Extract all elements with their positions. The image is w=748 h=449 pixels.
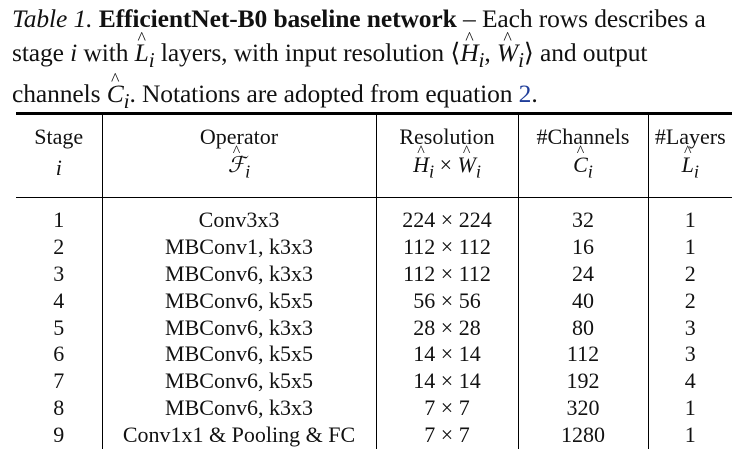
cell-resolution: 56 × 56	[376, 288, 518, 315]
table-row	[16, 261, 732, 288]
cell-stage: 9	[16, 422, 102, 449]
caption-text-1: Each rows describes a stage	[12, 4, 706, 67]
symbol-W-sub: i	[475, 161, 481, 182]
header-resolution: Resolution	[376, 114, 518, 152]
table-row	[16, 395, 732, 422]
caption-math-W: ^ W	[497, 36, 518, 70]
cell-channels: 112	[518, 341, 648, 368]
cell-channels: 40	[518, 288, 648, 315]
cell-resolution: 7 × 7	[376, 395, 518, 422]
cell-channels: 80	[518, 315, 648, 342]
cell-resolution: 224 × 224	[376, 198, 518, 234]
symbol-F-sub: i	[245, 161, 251, 182]
symbol-C: ^ C	[573, 151, 588, 179]
cell-channels: 192	[518, 368, 648, 395]
cell-operator: MBConv6, k3x3	[102, 261, 376, 288]
caption-math-H: ^ H	[460, 36, 478, 70]
caption-math-W-sub: i	[518, 48, 524, 73]
cell-resolution: 14 × 14	[376, 368, 518, 395]
table-row	[16, 422, 732, 449]
cell-layers: 2	[684, 287, 696, 313]
table-row	[16, 288, 732, 315]
header-operator: Operator	[102, 114, 376, 152]
cell-stage: 8	[16, 395, 102, 422]
cell-stage: 2	[16, 234, 102, 261]
cell-stage: 7	[16, 368, 102, 395]
cell-operator: Conv1x1 & Pooling & FC	[102, 422, 376, 449]
caption-math-L: ^ L	[135, 36, 149, 70]
caption-math-C: ^ C	[107, 77, 124, 111]
symbol-C-sub: i	[587, 161, 593, 182]
caption-comma: ,	[484, 38, 497, 67]
caption-dash: –	[456, 4, 482, 33]
cell-layers: 3	[684, 341, 696, 367]
header-resolution-symbol	[376, 151, 518, 198]
caption-text-2: with	[77, 38, 135, 67]
caption-label: Table 1.	[12, 4, 93, 33]
header-channels-symbol	[518, 151, 648, 198]
cell-resolution: 28 × 28	[376, 315, 518, 342]
cell-layers: 1	[684, 234, 696, 260]
cell-operator: MBConv6, k3x3	[102, 315, 376, 342]
caption-math-C-sub: i	[123, 89, 130, 114]
cell-layers: 3	[684, 314, 696, 340]
cell-operator: MBConv6, k5x5	[102, 341, 376, 368]
cell-operator: MBConv6, k5x5	[102, 288, 376, 315]
table-row	[16, 198, 732, 234]
caption-text-5: . Notations are adopted from equation	[129, 79, 519, 109]
caption-text-6: .	[531, 79, 538, 109]
table-body	[16, 198, 732, 449]
table-row	[16, 341, 732, 368]
cell-operator: MBConv1, k3x3	[102, 234, 376, 261]
cell-channels: 32	[518, 198, 648, 234]
symbol-times: ×	[434, 152, 458, 177]
symbol-H-sub: i	[428, 161, 435, 182]
cell-layers: 1	[684, 207, 696, 233]
cell-resolution: 112 × 112	[376, 261, 518, 288]
cell-operator: MBConv6, k3x3	[102, 395, 376, 422]
symbol-i: i	[55, 155, 62, 181]
cell-layers: 1	[684, 394, 696, 420]
symbol-L: ^ L	[682, 151, 694, 179]
cell-operator: Conv3x3	[102, 198, 376, 234]
symbol-F: ^ ℱ	[228, 151, 245, 179]
symbol-W: ^ W	[457, 151, 475, 179]
table-row	[16, 368, 732, 395]
header-channels: #Channels	[518, 114, 648, 152]
cell-stage: 3	[16, 261, 102, 288]
table-row	[16, 315, 732, 342]
cell-stage: 6	[16, 341, 102, 368]
cell-layers: 1	[684, 421, 696, 447]
cell-stage: 5	[16, 315, 102, 342]
caption-math-H-sub: i	[478, 48, 485, 73]
cell-channels: 320	[518, 395, 648, 422]
cell-resolution: 14 × 14	[376, 341, 518, 368]
caption-var-i: i	[70, 38, 78, 67]
table-row	[16, 234, 732, 261]
cell-operator: MBConv6, k5x5	[102, 368, 376, 395]
cell-stage: 4	[16, 288, 102, 315]
cell-stage: 1	[16, 198, 102, 234]
cell-channels: 1280	[518, 422, 648, 449]
caption-text-3: layers, with input resolution ⟨	[154, 38, 461, 67]
table-header	[16, 114, 732, 198]
header-stage: Stage	[16, 114, 102, 152]
header-stage-symbol	[16, 151, 102, 198]
cell-resolution: 7 × 7	[376, 422, 518, 449]
caption-title: EfficientNet-B0 baseline network	[98, 4, 457, 33]
header-layers-symbol	[648, 151, 732, 198]
cell-layers: 4	[684, 368, 696, 394]
symbol-L-sub: i	[693, 161, 699, 182]
caption-math-L-sub: i	[148, 48, 155, 73]
architecture-table	[16, 112, 732, 449]
header-layers: #Layers	[648, 114, 732, 152]
cell-resolution: 112 × 112	[376, 234, 518, 261]
header-operator-symbol	[102, 151, 376, 198]
caption-text-4: ⟩ and output channels	[12, 38, 648, 109]
cell-channels: 24	[518, 261, 648, 288]
table-caption	[12, 2, 742, 118]
cell-layers: 2	[684, 260, 696, 286]
equation-link[interactable]: 2	[518, 79, 532, 109]
symbol-H: ^ H	[413, 151, 429, 179]
cell-channels: 16	[518, 234, 648, 261]
